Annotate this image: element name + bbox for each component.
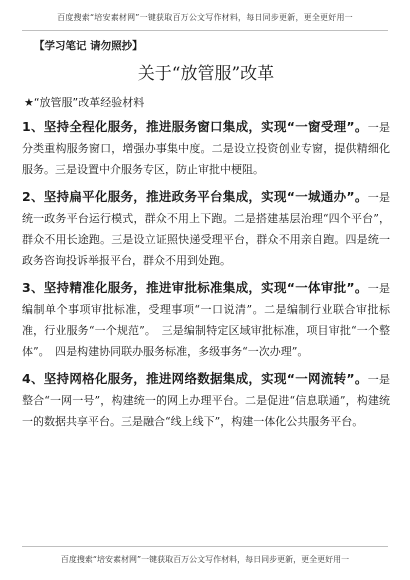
paragraph-body: 一是统一政务平台运行模式，群众不用上下跑。二是搭建基层治理“四个平台”，群众不用长途跑。三是设立证照快递受理平台，群众不用亲自跑。四是统一政务咨询投诉举报平台，群众不用到处跑。 — [22, 191, 390, 267]
paragraph-item — [22, 277, 390, 362]
paragraph-item — [22, 368, 390, 432]
paragraph-item — [22, 116, 390, 180]
document-title: 关于“放管服”改革 — [137, 64, 275, 84]
study-note: 【学习笔记 请勿照抄】 — [34, 40, 143, 52]
header-note: 百度搜索“培安素材网”一键获取百万公文写作材料，每日同步更新，更全更好用一 — [57, 13, 353, 22]
header-divider — [22, 30, 388, 31]
paragraph-lead: 2、坚持扁平化服务，推进政务平台集成，实现“一城通办”。 — [22, 189, 368, 204]
paragraph-body: 一是编制单个事项审批标准，受理事项“一口说清”。二是编制行业联合审批标准，行业服务“一个规范”。 三是编制特定区域审批标准，项目审批“一个整体”。 四是构建协同联办服务标准，多级事务“一次办理”。 — [22, 282, 390, 358]
paragraph-body: 一是整合“一网一号”，构建统一的网上办理平台。二是促进“信息联通”，构建统一的数据共享平台。三是融合“线上线下”，构建一体化公共服务平台。 — [22, 373, 390, 428]
paragraph-item — [22, 186, 390, 271]
footer-divider — [22, 546, 388, 547]
paragraph-lead: 1、坚持全程化服务，推进服务窗口集成，实现“一窗受理”。 — [22, 119, 368, 134]
paragraph-lead: 3、坚持精准化服务，推进审批标准集成，实现“一体审批”。 — [22, 280, 368, 295]
document-body — [22, 38, 390, 432]
document-subtitle: ★“放管服”改革经验材料 — [24, 96, 145, 109]
footer-note: 百度搜索“培安素材网”一键获取百万公文写作材料，每日同步更新，更全更好用一 — [60, 555, 350, 564]
paragraph-lead: 4、坚持网格化服务，推进网络数据集成，实现“一网流转”。 — [22, 371, 368, 386]
paragraph-body: 一是分类重构服务窗口，增强办事集中度。二是设立投资创业专窗，提供精细化服务。三是设置中介服务专区，防止审批中梗阻。 — [22, 121, 390, 176]
